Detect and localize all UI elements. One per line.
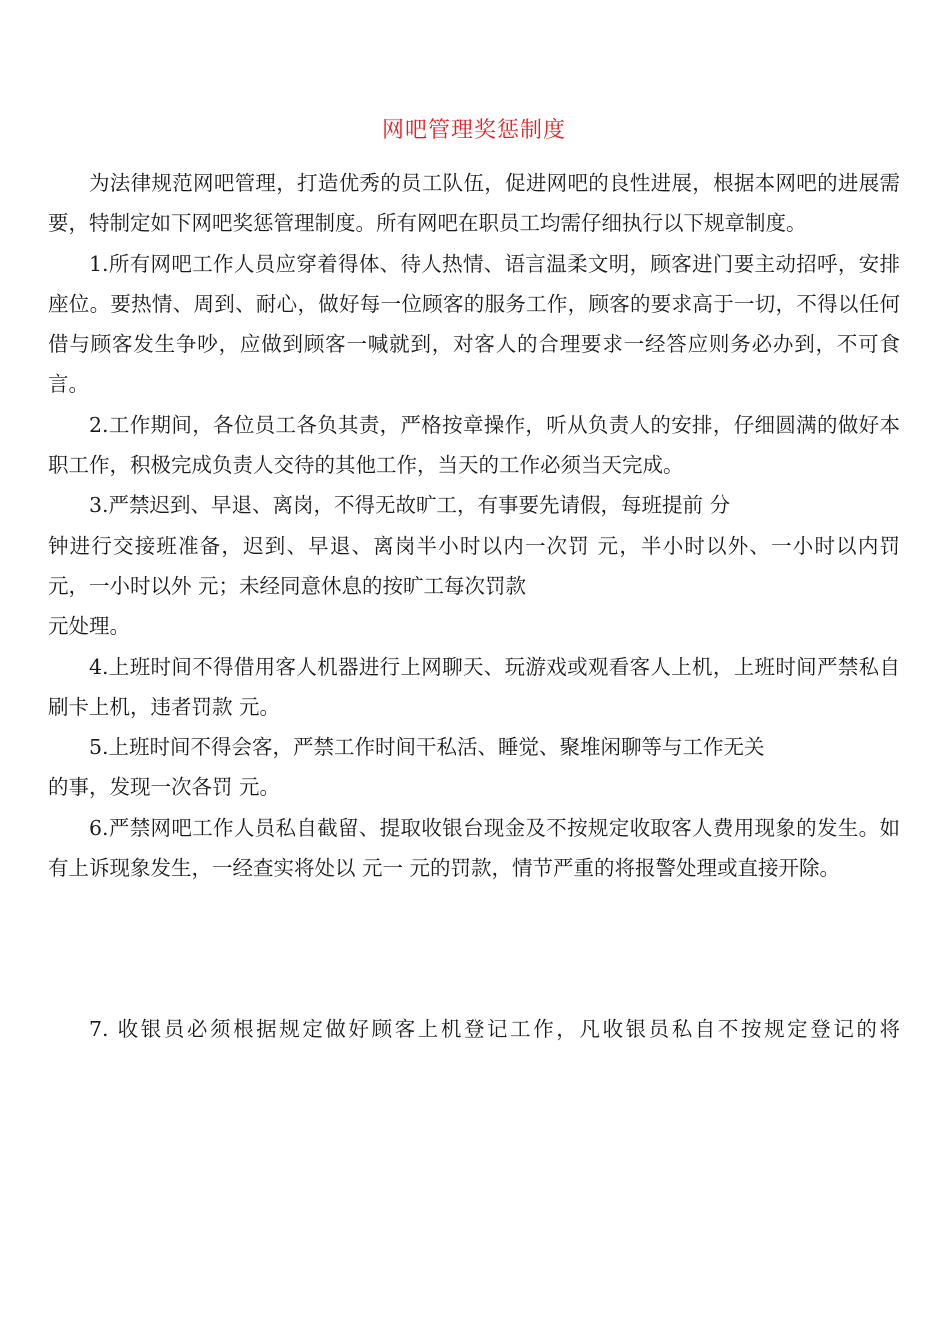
rule-5-line-2: 的事，发现一次各罚 元。	[48, 775, 281, 800]
page-gap	[48, 888, 900, 1009]
rule-3-line-3: 元处理。	[48, 614, 130, 639]
rule-5-line-1: 5.上班时间不得会客，严禁工作时间干私活、睡觉、聚堆闲聊等与工作无关	[89, 735, 765, 760]
rule-7-paragraph: 7. 收银员必须根据规定做好顾客上机登记工作，凡收银员私自不按规定登记的将	[89, 1017, 900, 1042]
rule-1-paragraph: 1.所有网吧工作人员应穿着得体、待人热情、语言温柔文明，顾客进门要主动招呼，安排座位。要热情、周到、耐心，做好每一位顾客的服务工作，顾客的要求高于一切，不得以任何借与顾客发生争吵，应做到顾客一喊就到，对客人的合理要求一经答应则务必办到，不可食言。	[48, 251, 900, 397]
document-title: 网吧管理奖惩制度	[381, 118, 566, 143]
rule-3-line-1: 3.严禁迟到、早退、离岗，不得无故旷工，有事要先请假，每班提前 分	[89, 493, 731, 518]
document-body	[48, 163, 900, 1050]
rule-3-line-2: 钟进行交接班准备，迟到、早退、离岗半小时以内一次罚 元，半小时以外、一小时以内罚 元，一小时以外 元；未经同意休息的按旷工每次罚款	[48, 533, 900, 598]
rule-6-paragraph: 6.严禁网吧工作人员私自截留、提取收银台现金及不按规定收取客人费用现象的发生。如有上诉现象发生，一经查实将处以 元一 元的罚款，情节严重的将报警处理或直接开除。	[48, 815, 900, 881]
rule-2-paragraph: 2.工作期间，各位员工各负其责，严格按章操作，听从负责人的安排，仔细圆满的做好本职工作，积极完成负责人交待的其他工作，当天的工作必须当天完成。	[48, 412, 900, 478]
intro-paragraph: 为法律规范网吧管理，打造优秀的员工队伍，促进网吧的良性进展，根据本网吧的进展需要，特制定如下网吧奖惩管理制度。所有网吧在职员工均需仔细执行以下规章制度。	[48, 171, 900, 236]
rule-4-paragraph: 4.上班时间不得借用客人机器进行上网聊天、玩游戏或观看客人上机，上班时间严禁私自刷卡上机，违者罚款 元。	[48, 654, 900, 719]
document-page	[48, 0, 900, 1344]
